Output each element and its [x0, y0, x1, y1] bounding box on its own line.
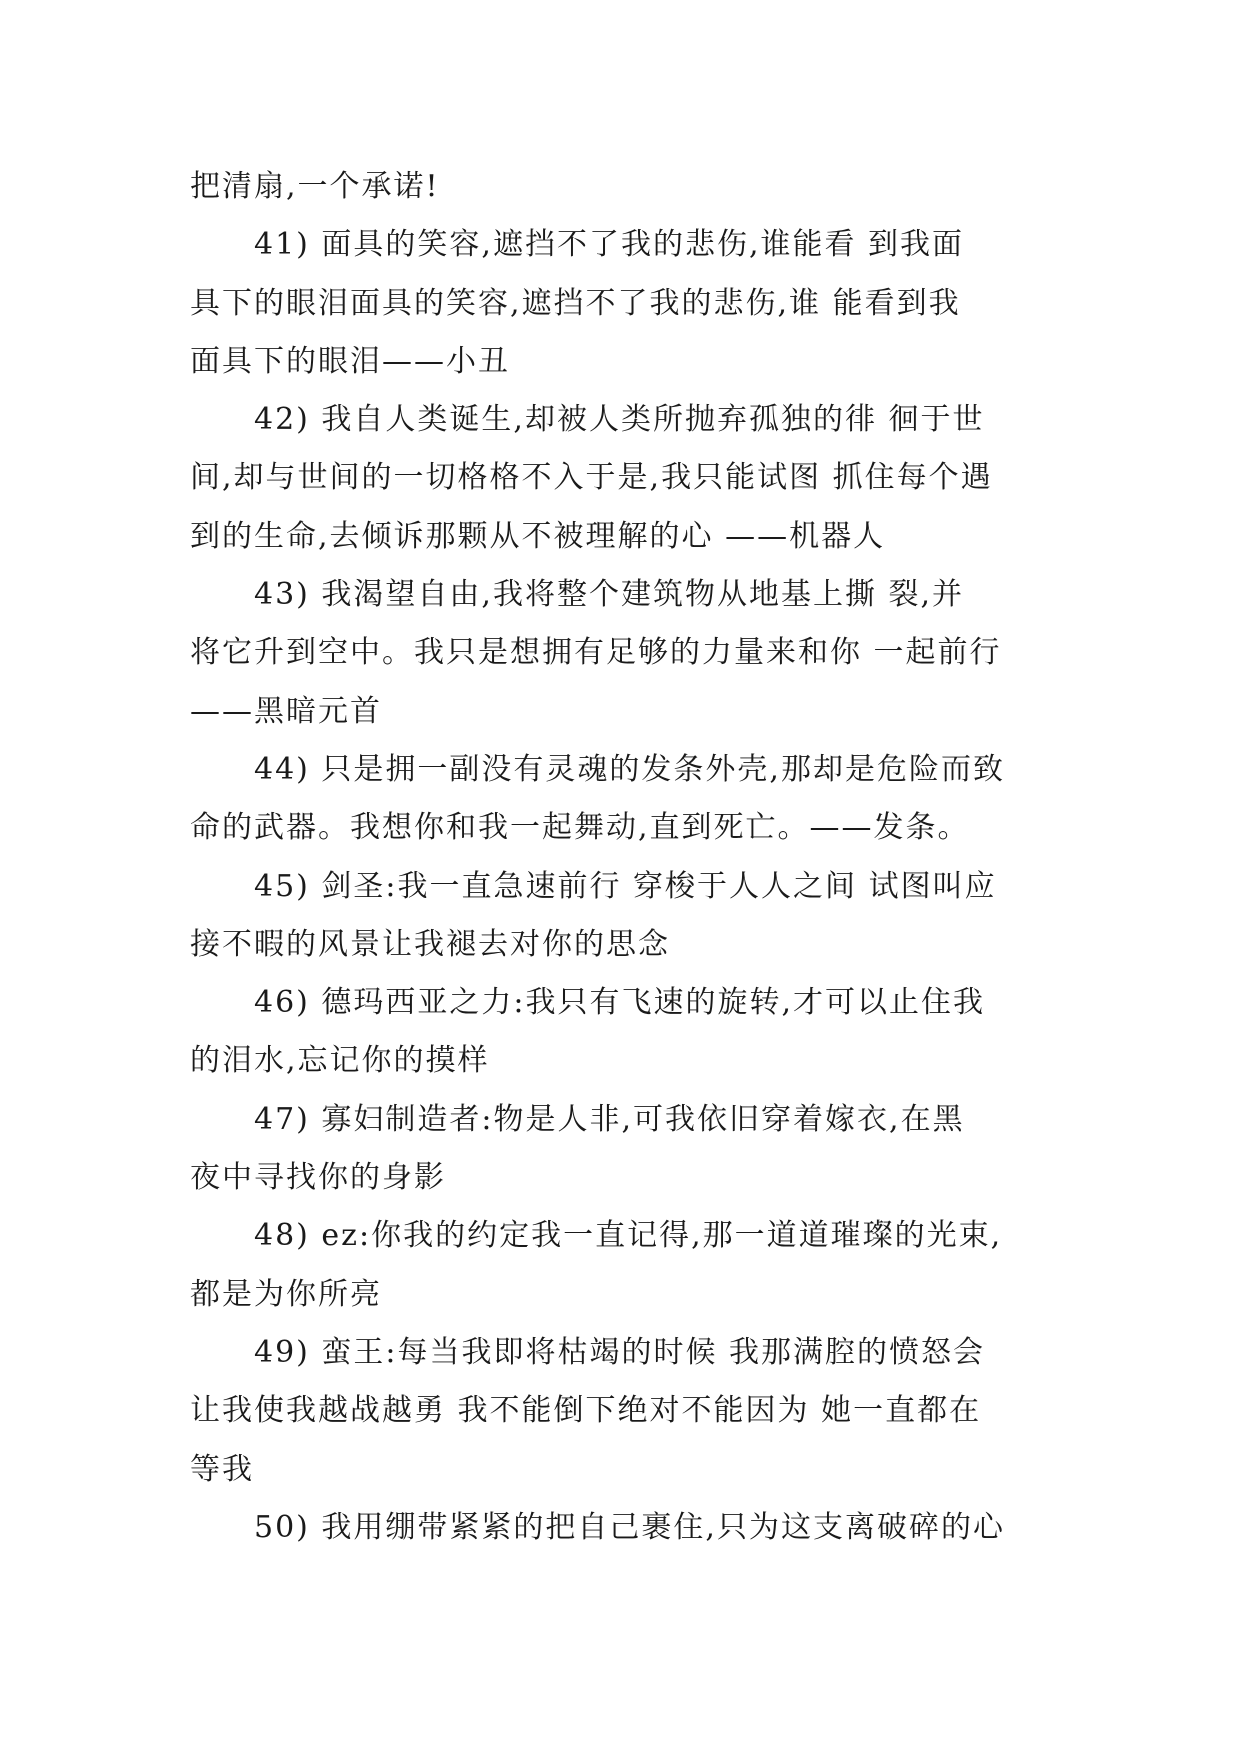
text-line: 让我使我越战越勇 我不能倒下绝对不能因为 她一直都在	[190, 1393, 982, 1429]
body-text	[190, 158, 1050, 1557]
text-line: 43) 我渴望自由,我将整个建筑物从地基上撕 裂,并	[254, 577, 965, 613]
text-line: 到的生命,去倾诉那颗从不被理解的心 ——机器人	[190, 518, 886, 554]
text-line: 夜中寻找你的身影	[190, 1160, 446, 1196]
text-line: 46) 德玛西亚之力:我只有飞速的旋转,才可以止住我	[254, 985, 986, 1021]
text-line: 44) 只是拥一副没有灵魂的发条外壳,那却是危险而致	[254, 751, 1005, 787]
text-line: 把清扇,一个承诺!	[190, 169, 440, 204]
text-line: 47) 寡妇制造者:物是人非,可我依旧穿着嫁衣,在黑	[254, 1101, 965, 1137]
text-line: 接不暇的风景让我褪去对你的思念	[190, 926, 670, 962]
text-line: 等我	[190, 1451, 254, 1487]
text-line: 间,却与世间的一切格格不入于是,我只能试图 抓住每个遇	[190, 460, 993, 496]
text-line: 具下的眼泪面具的笑容,遮挡不了我的悲伤,谁 能看到我	[190, 285, 961, 321]
text-line: 面具下的眼泪——小丑	[190, 343, 510, 379]
text-line: 将它升到空中。我只是想拥有足够的力量来和你 一起前行	[190, 635, 1002, 671]
text-line: ——黑暗元首	[190, 693, 382, 729]
text-line: 都是为你所亮	[190, 1276, 382, 1312]
text-line: 的泪水,忘记你的摸样	[190, 1043, 490, 1079]
text-line: 48) ez:你我的约定我一直记得,那一道道璀璨的光束,	[254, 1218, 1003, 1254]
text-line: 50) 我用绷带紧紧的把自己裹住,只为这支离破碎的心	[254, 1509, 1005, 1545]
text-line: 42) 我自人类诞生,却被人类所抛弃孤独的徘 徊于世	[254, 402, 985, 438]
text-line: 41) 面具的笑容,遮挡不了我的悲伤,谁能看 到我面	[254, 227, 965, 263]
text-line: 命的武器。我想你和我一起舞动,直到死亡。——发条。	[190, 810, 970, 846]
text-line: 49) 蛮王:每当我即将枯竭的时候 我那满腔的愤怒会	[254, 1334, 986, 1370]
text-line: 45) 剑圣:我一直急速前行 穿梭于人人之间 试图叫应	[254, 868, 997, 904]
